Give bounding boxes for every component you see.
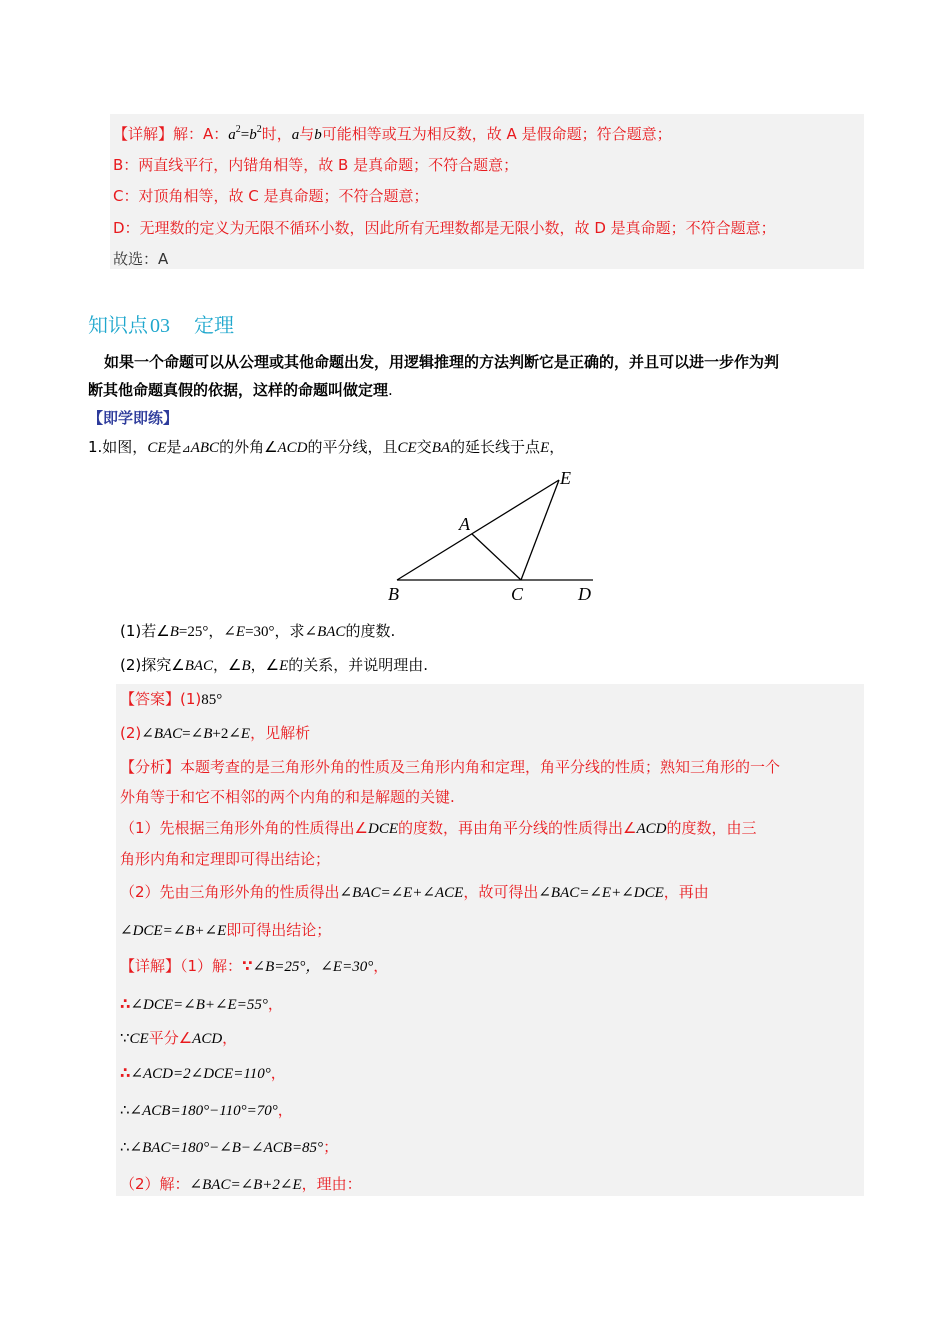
definition-line-2: 断其他命题真假的依据，这样的命题叫做定理. bbox=[88, 381, 393, 399]
analysis-step-2-line-2: ∠DCE=∠B+∠E即可得出结论； bbox=[120, 921, 332, 939]
line-BE bbox=[397, 480, 559, 580]
analysis-line-2: 外角等于和它不相邻的两个内角的和是解题的关键. bbox=[120, 788, 455, 806]
line-CE bbox=[521, 480, 559, 580]
line-AC bbox=[472, 534, 521, 580]
label-A: A bbox=[459, 514, 470, 534]
detail-line-5: ∴∠ACB=180°−110°=70°， bbox=[120, 1101, 293, 1119]
detail-line-7: （2）解：∠BAC=∠B+2∠E，理由： bbox=[120, 1175, 362, 1193]
detail-line-3: ∵CE平分∠ACD， bbox=[120, 1029, 238, 1047]
answer-line-1: 【答案】(1)85° bbox=[120, 690, 223, 708]
label-C: C bbox=[511, 584, 524, 604]
section-number: 03 bbox=[150, 315, 170, 337]
prev-solution-answer: 故选：A bbox=[113, 250, 169, 268]
analysis-step-1-line-2: 角形内角和定理即可得出结论； bbox=[120, 850, 331, 868]
answer-line-2: (2)∠BAC=∠B+2∠E，见解析 bbox=[120, 724, 311, 742]
analysis-step-1: （1）先根据三角形外角的性质得出∠DCE的度数，再由角平分线的性质得出∠ACD的度数，由三 bbox=[120, 819, 757, 837]
analysis-step-2: （2）先由三角形外角的性质得出∠BAC=∠E+∠ACE，故可得出∠BAC=∠E+∠DCE，再由 bbox=[120, 883, 709, 901]
label-B: B bbox=[388, 584, 399, 604]
detail-line-2: ∴∠DCE=∠B+∠E=55°， bbox=[120, 995, 283, 1013]
label-E: E bbox=[560, 468, 571, 488]
prev-solution-line-a: 【详解】解：A：$a^2=b^2$时，a与b可能相等或互为相反数，故 A 是假命题；符合题意； bbox=[113, 124, 672, 143]
prev-solution-line-d: D：无理数的定义为无限不循环小数，因此所有无理数都是无限小数，故 D 是真命题；不符合题意； bbox=[113, 219, 776, 237]
detail-line-1: 【详解】（1）解：∵∠B=25°，∠E=30°， bbox=[120, 957, 389, 975]
detail-line-6: ∴∠BAC=180°−∠B−∠ACB=85°； bbox=[120, 1138, 339, 1156]
section-title: 定理 bbox=[194, 313, 234, 337]
prev-solution-line-c: C：对顶角相等，故 C 是真命题；不符合题意； bbox=[113, 187, 429, 205]
definition-line-1: 如果一个命题可以从公理或其他命题出发，用逻辑推理的方法判断它是正确的，并且可以进一步作为判 bbox=[104, 353, 780, 371]
section-heading bbox=[88, 309, 234, 338]
label-D: D bbox=[578, 584, 591, 604]
analysis-line-1: 【分析】本题考查的是三角形外角的性质及三角形内角和定理，角平分线的性质；熟知三角形的一个 bbox=[120, 758, 781, 776]
question-part-1: (1)若∠B=25°，∠E=30°，求∠BAC的度数. bbox=[120, 622, 396, 640]
practice-tag: 【即学即练】 bbox=[88, 409, 179, 427]
prev-solution-line-b: B：两直线平行，内错角相等，故 B 是真命题；不符合题意； bbox=[113, 156, 519, 174]
question-part-2: (2)探究∠BAC，∠B，∠E的关系，并说明理由. bbox=[120, 656, 429, 674]
triangle-figure bbox=[380, 462, 610, 607]
detail-line-4: ∴∠ACD=2∠DCE=110°， bbox=[120, 1064, 286, 1082]
question-stem: 1.如图，CE是⊿ABC的外角∠ACD的平分线，且CE交BA的延长线于点E， bbox=[88, 438, 565, 456]
section-label: 知识点 bbox=[88, 313, 148, 337]
